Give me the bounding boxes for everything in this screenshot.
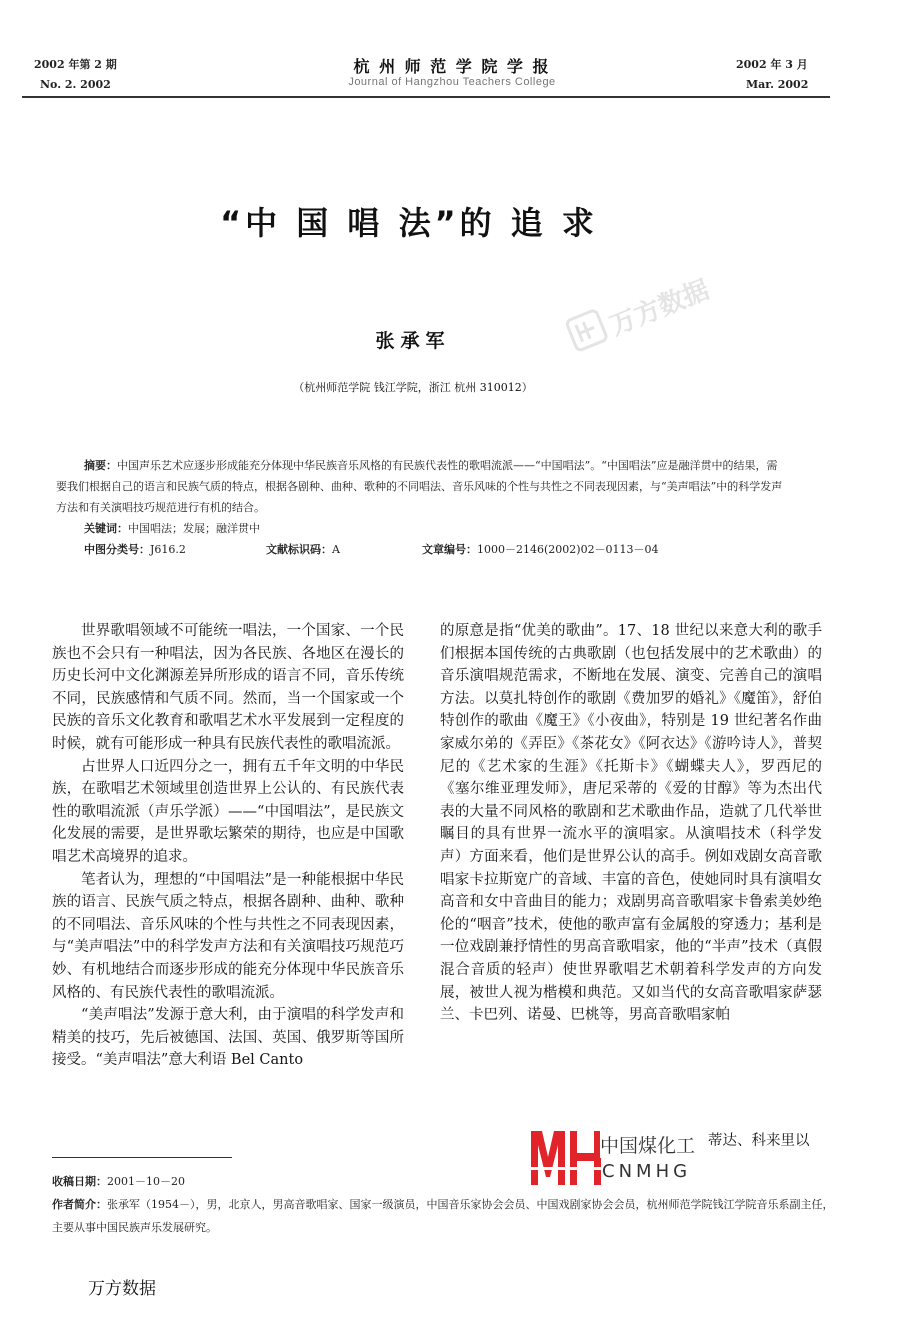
- body-paragraph: 笔者认为，理想的“中国唱法”是一种能根据中华民族的语言、民族气质之特点，根据各剧种、曲种、歌种的不同唱法、音乐风味的个性与共性之不同表现因素，与“美声唱法”中的科学发声方法和有关演唱技巧规范巧妙、有机地结合而逐步形成的能充分体现中华民族音乐风格的、有民族代表性的歌唱流派。: [52, 871, 404, 1001]
- keywords: 中国唱法；发展；融洋贯中: [128, 522, 260, 535]
- clc-label: 中图分类号: [84, 543, 139, 556]
- body-left-column: [52, 620, 404, 1072]
- journal-title-cn: 杭 州 师 范 学 院 学 报: [353, 57, 551, 76]
- bio-line: 作者简介：张承军（1954－），男，北京人，男高音歌唱家、国家一级演员，中国音乐家协会会员、中国戏剧家协会会员，杭州师范学院钱江学院音乐系副主任，主要从事中国民族声乐发展研究。: [52, 1198, 834, 1234]
- abstract-text: 中国声乐艺术应逐步形成能充分体现中华民族音乐风格的有民族代表性的歌唱流派——“中国唱法”。“中国唱法”应是融洋贯中的结果，需要我们根据自己的语言和民族气质的特点，根据各剧种、曲种、歌种的不同唱法、音乐风味的个性与共性之不同表现因素，与“美声唱法”中的科学发声方法和有关演唱技巧规范进行有机的结合。: [56, 459, 783, 514]
- body-paragraph: 世界歌唱领域不可能统一唱法，一个国家、一个民族也不会只有一种唱法，因为各民族、各地区在漫长的历史长河中文化渊源差异所形成的语言不同，音乐传统不同，民族感情和气质不同。然而，当一个国家或一个民族的音乐文化教育和歌唱艺术水平发展到一定程度的时候，就有可能形成一种具有民族代表性的歌唱流派。: [52, 623, 404, 752]
- article-title: “中 国 唱 法”的 追 求: [220, 204, 598, 242]
- keywords-line: 关键词：中国唱法；发展；融洋贯中: [84, 522, 260, 535]
- footnote-rule: [52, 1157, 232, 1158]
- author-name: 张承军: [375, 330, 451, 352]
- issue-cn: 2002 年第 2 期: [34, 58, 117, 71]
- article-no-label: 文章编号: [422, 543, 466, 556]
- header-rule: [22, 96, 830, 98]
- body-right-column: [440, 620, 822, 1140]
- abstract-label: 摘要: [84, 459, 106, 472]
- body-right-tail: 蒂达、科来里以: [708, 1133, 810, 1149]
- footnotes: [52, 1170, 834, 1239]
- clc-code: J616.2: [150, 543, 186, 556]
- cnmhg-logo-cn: 中国煤化工: [600, 1131, 695, 1158]
- received-label: 收稿日期: [52, 1175, 96, 1188]
- cnmhg-logo-en: CNMHG: [602, 1161, 692, 1182]
- received-line: 收稿日期：2001－10－20: [52, 1175, 185, 1188]
- issue-no: No. 2. 2002: [40, 78, 111, 91]
- received-date: 2001－10－20: [107, 1175, 185, 1188]
- keywords-label: 关键词: [84, 522, 117, 535]
- date-cn: 2002 年 3 月: [736, 58, 808, 71]
- journal-title-en: Journal of Hangzhou Teachers College: [348, 76, 556, 88]
- body-paragraph: “美声唱法”发源于意大利，由于演唱的科学发声和精美的技巧，先后被德国、法国、英国、俄罗斯等国所接受。“美声唱法”意大利语 Bel Canto: [52, 1007, 404, 1069]
- abstract: [56, 455, 786, 560]
- article-no: 1000－2146(2002)02－0113－04: [477, 543, 659, 556]
- date-en: Mar. 2002: [746, 78, 809, 91]
- doc-code-label: 文献标识码: [266, 543, 321, 556]
- bio-label: 作者简介: [52, 1198, 96, 1211]
- author-bio: 张承军（1954－），男，北京人，男高音歌唱家、国家一级演员，中国音乐家协会会员、中国戏剧家协会会员，杭州师范学院钱江学院音乐系副主任，主要从事中国民族声乐发展研究。: [52, 1198, 834, 1234]
- footer-source: 万方数据: [88, 1279, 156, 1299]
- author-affiliation: （杭州师范学院 钱江学院，浙江 杭州 310012）: [293, 381, 533, 394]
- body-paragraph: 占世界人口近四分之一，拥有五千年文明的中华民族，在歌唱艺术领域里创造世界上公认的、有民族代表性的歌唱流派（声乐学派）——“中国唱法”，是民族文化发展的需要，是世界歌坛繁荣的期待，也应是中国歌唱艺术高境界的追求。: [52, 758, 404, 865]
- body-paragraph: 的原意是指“优美的歌曲”。17、18 世纪以来意大利的歌手们根据本国传统的古典歌剧（也包括发展中的艺术歌曲）的音乐演唱规范需求，不断地在发展、演变、完善自己的演唱方法。以莫扎特创作的歌剧《费加罗的婚礼》《魔笛》，舒伯特创作的歌曲《魔王》《小夜曲》，特别是 19 世纪著名作曲家威尔弟的《弄臣》《茶花女》《阿衣达》《游吟诗人》，普契尼的《艺术家的生涯》《托斯卡》《蝴蝶夫人》，罗西尼的《塞尔维亚理发师》，唐尼采蒂的《爱的甘醇》等为杰出代表的大量不同风格的歌剧和艺术歌曲作品，造就了几代举世瞩目的具有世界一流水平的演唱家。从演唱技术（科学发声）方面来看，他们是世界公认的高手。例如戏剧女高音歌唱家卡拉斯宽广的音域、丰富的音色，使她同时具有演唱女高音和女中音曲目的能力；戏剧男高音歌唱家卡鲁索美妙绝伦的“咽音”技术，使他的歌声富有金属般的穿透力；基利是一位戏剧兼抒情性的男高音歌唱家，他的“半声”技术（真假混合音质的轻声）使世界歌唱艺术朝着科学发声的方向发展，被世人视为楷模和典范。又如当代的女高音歌唱家萨瑟兰、卡巴列、诺曼、巴桃等，男高音歌唱家帕: [440, 623, 822, 1024]
- classification-line: 中图分类号：J616.2 文献标识码：A 文章编号：1000－2146(2002)02－0113－04: [84, 543, 659, 556]
- wanfang-watermark-text: 万方数据: [605, 274, 714, 342]
- abstract-paragraph: 摘要：中国声乐艺术应逐步形成能充分体现中华民族音乐风格的有民族代表性的歌唱流派——“中国唱法”。“中国唱法”应是融洋贯中的结果，需要我们根据自己的语言和民族气质的特点，根据各剧种、曲种、歌种的不同唱法、音乐风味的个性与共性之不同表现因素，与“美声唱法”中的科学发声方法和有关演唱技巧规范进行有机的结合。: [56, 459, 783, 514]
- doc-code: A: [332, 543, 340, 556]
